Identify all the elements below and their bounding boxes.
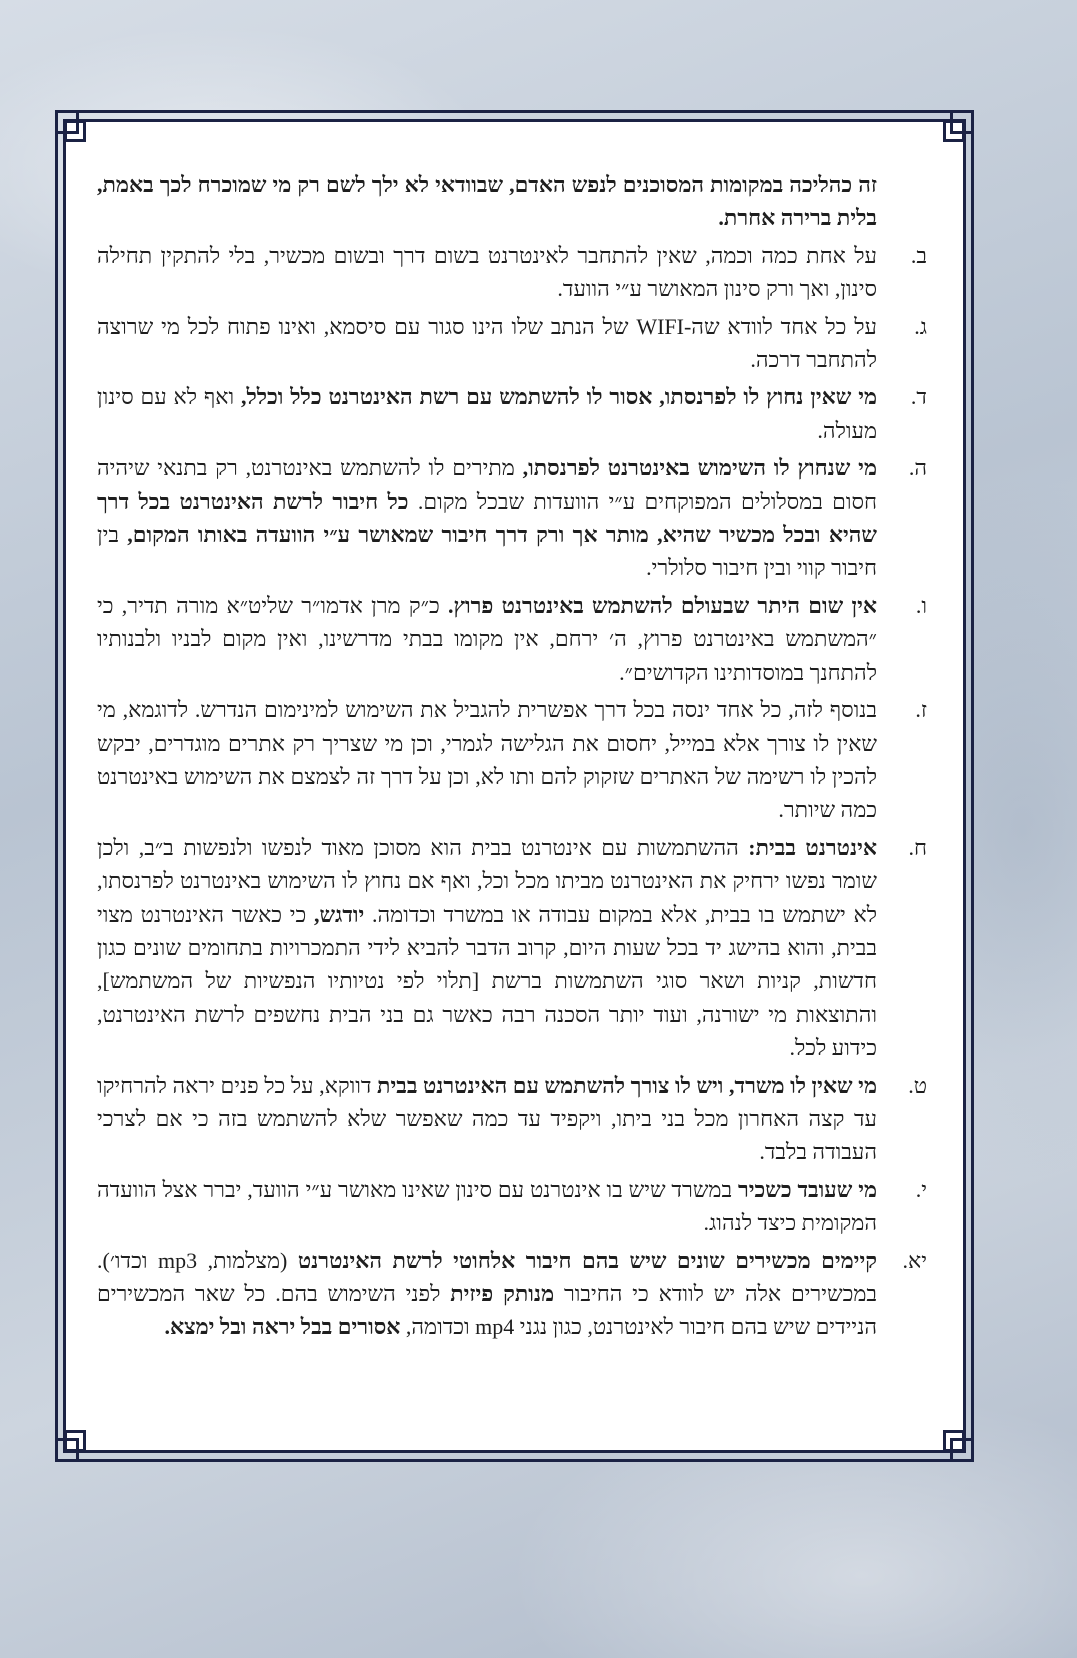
- text-segment: בין חיבור קווי ובין חיבור סלולרי.: [97, 522, 877, 581]
- list-marker: ב.: [910, 242, 927, 268]
- text-segment: דווקא, על כל פנים יראה להרחיקו עד קצה האחרון מכל בני ביתו, ויקפיד עד כמה שאפשר שלא להשתמש בזה כי אם לצרכי העבודה בלבד.: [97, 1072, 877, 1165]
- corner-ornament-bottom-left-inner: [64, 1430, 86, 1452]
- paragraph-text: [97, 589, 877, 689]
- paragraph-text: [97, 1173, 877, 1240]
- list-item: [97, 1173, 927, 1240]
- list-item: [97, 168, 927, 235]
- text-segment: בנוסף לזה, כל אחד ינסה בכל דרך אפשרית להגביל את השימוש למינימום הנדרש. לדוגמא, מי שאין לו צורך אלא במייל, יחסום את הגלישה לגמרי, וכן מי שצריך רק אתרים מוגדרים, יבקש להכין לו רשימה של האתרים שזקוק להם ותו לא, וכן על דרך זה לצמצם את השימוש באינטרנט כמה שיותר.: [97, 697, 877, 823]
- list-marker: ג.: [914, 313, 927, 339]
- corner-ornament-top-right-inner: [943, 120, 965, 142]
- bold-text: מי שאין נחוץ לו לפרנסתו, אסור לו להשתמש עם רשת האינטרנט כלל וכלל,: [240, 384, 877, 410]
- text-segment: מתירים לו להשתמש באינטרנט, רק בתנאי שיהיה חסום במסלולים המפוקחים ע״י הוועדות שבכל מקום.: [97, 455, 878, 514]
- list-item: [97, 831, 927, 1065]
- bold-text: מי שאין לו משרד, ויש לו צורך להשתמש עם האינטרנט בבית: [377, 1072, 877, 1098]
- bold-text: מנותק פיזית: [450, 1281, 555, 1306]
- text-segment: לפני השימוש בהם. כל שאר המכשירים הניידים שיש בהם חיבור לאינטרנט, כגון נגני mp4 וכדומה,: [97, 1281, 877, 1340]
- text-segment: כ״ק מרן אדמו״ר שליט״א מורה תדיר, כי ״המשתמש באינטרנט פרוץ, ה׳ ירחם, אין מקומו בבתי מדרשינו, ואין מקום לבניו ולבנותיו להתחנך במוסדותינו הקדושים״.: [97, 592, 877, 685]
- bold-text: אינטרנט בבית:: [748, 834, 877, 860]
- bold-text: אין שום היתר שבעולם להשתמש באינטרנט פרוץ.: [447, 592, 878, 618]
- list-item: [97, 693, 927, 827]
- bold-text: יודגש,: [313, 901, 365, 927]
- list-marker: ז.: [915, 697, 927, 723]
- bold-text: אסורים בבל יראה ובל ימצא.: [164, 1314, 401, 1340]
- list-marker: ה.: [908, 455, 927, 481]
- text-segment: ואף לא עם סינון מעולה.: [97, 384, 877, 443]
- list-marker: ו.: [915, 592, 927, 618]
- paragraph-text: [97, 831, 877, 1065]
- bold-text: מי שנחוץ לו השימוש באינטרנט לפרנסתו,: [522, 455, 877, 481]
- list-marker: ח.: [908, 834, 927, 860]
- text-segment: כי כאשר האינטרנט מצוי בבית, והוא בהישג יד בכל שעות היום, קרוב הדבר להביא לידי התמכרויות בתחומים שונים כגון חדשות, קניות ושאר סוגי השתמשות ברשת [תלוי לפי נטיותיו הנפשיות של המשתמש], והתוצאות מי ישורנה, ועוד יותר הסכנה רבה כאשר גם בני הבית נחשפים לרשת האינטרנט, כידוע לכל.: [97, 901, 877, 1061]
- paragraph-text: [97, 310, 877, 377]
- list-item: [97, 310, 927, 377]
- corner-ornament-bottom-right-inner: [943, 1430, 965, 1452]
- list-item: [97, 1244, 927, 1344]
- paragraph-text: [97, 1069, 877, 1169]
- paragraph-text: [97, 168, 877, 235]
- document-body: [97, 168, 927, 1348]
- list-marker: יא.: [902, 1247, 927, 1273]
- text-segment: על אחת כמה וכמה, שאין להתחבר לאינטרנט בשום דרך ובשום מכשיר, בלי להתקין תחילה סינון, ואך ורק סינון המאושר ע״י הוועד.: [97, 242, 877, 302]
- paragraph-text: [97, 380, 877, 447]
- list-item: [97, 380, 927, 447]
- list-item: [97, 1069, 927, 1169]
- bold-text: זה כהליכה במקומות המסוכנים לנפש האדם, שבוודאי לא ילך לשם רק מי שמוכרח לכך באמת, בלית ברירה אחרת.: [97, 172, 877, 231]
- paragraph-text: [97, 451, 877, 585]
- list-marker: ט.: [908, 1072, 927, 1098]
- bold-text: כל חיבור לרשת האינטרנט בכל דרך שהיא ובכל מכשיר שהיא, מותר אך ורק דרך חיבור שמאושר ע״י הוועדה באותו המקום,: [97, 488, 878, 548]
- paragraph-text: [97, 239, 877, 306]
- paragraph-text: [97, 693, 877, 827]
- text-segment: ההשתמשות עם אינטרנט בבית הוא מסוכן מאוד לנפשו ולנפשות ב״ב, ולכן שומר נפשו ירחיק את האינטרנט מביתו מכל וכל, ואף אם נחוץ לו השימוש באינטרנט לפרנסתו, לא ישתמש בו בבית, אלא במקום עבודה או במשרד וכדומה.: [97, 834, 878, 927]
- bold-text: מי שעובד כשכיר: [737, 1176, 878, 1202]
- text-segment: במשרד שיש בו אינטרנט עם סינון שאינו מאושר ע״י הוועד, יברר אצל הוועדה המקומית כיצד לנהוג.: [97, 1176, 877, 1236]
- list-item: [97, 239, 927, 306]
- corner-ornament-top-left-inner: [64, 120, 86, 142]
- list-item: [97, 589, 927, 689]
- text-segment: על כל אחד לוודא שה-WIFI של הנתב שלו הינו סגור עם סיסמא, ואינו פתוח לכל מי שרוצה להתחבר דרכה.: [97, 313, 877, 373]
- text-segment: (מצלמות, mp3 וכדו׳). במכשירים אלה יש לוודא כי החיבור: [97, 1247, 877, 1306]
- list-item: [97, 451, 927, 585]
- list-marker: ד.: [910, 384, 927, 410]
- paragraph-text: [97, 1244, 877, 1344]
- list-marker: י.: [915, 1176, 927, 1202]
- bold-text: קיימים מכשירים שונים שיש בהם חיבור אלחוטי לרשת האינטרנט: [297, 1247, 877, 1273]
